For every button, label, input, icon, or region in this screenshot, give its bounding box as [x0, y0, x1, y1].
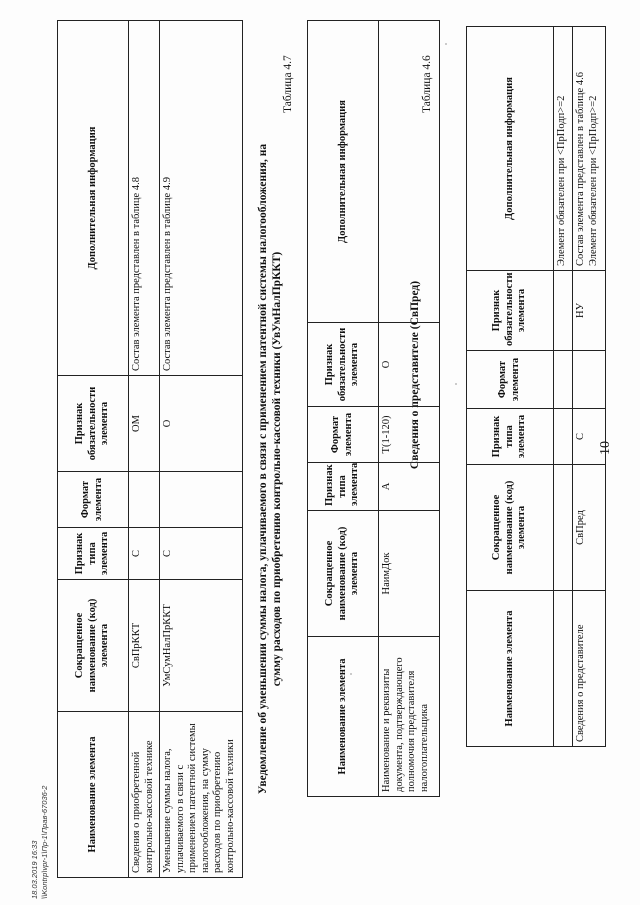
- table-4-5: [466, 26, 606, 747]
- header-cell: Признак обязательности элемента: [308, 323, 379, 407]
- table-label: Таблица 4.6: [421, 55, 433, 113]
- cell: [554, 465, 573, 591]
- scan-stamp-path: \\Kontrp\vpr-1\Пр-1\Прав-67036-2: [39, 785, 49, 899]
- cell: О: [379, 323, 440, 407]
- scan-stamp: [30, 786, 50, 899]
- cell: Элемент обязателен при <ПрПодп>=2: [554, 27, 573, 271]
- cell: [554, 351, 573, 409]
- header-cell: Формат элемента: [467, 351, 554, 409]
- header-cell: Наименование элемента: [308, 637, 379, 797]
- cell: С: [160, 528, 243, 580]
- header-cell: Признак типа элемента: [58, 528, 129, 580]
- header-cell: Признак типа элемента: [467, 409, 554, 465]
- table-header-row: [58, 21, 129, 878]
- header-cell: Наименование элемента: [58, 712, 129, 878]
- cell: Состав элемента представлен в таблице 4.8: [129, 21, 160, 376]
- page-number: 10: [598, 441, 613, 455]
- header-cell: Признак типа элемента: [308, 463, 379, 511]
- header-cell: Дополнительная информация: [467, 27, 554, 271]
- scan-stamp-date: 18.03.2019 16:33: [30, 840, 39, 899]
- table-row: [129, 21, 160, 878]
- cell: Сведения о представителе: [573, 591, 606, 747]
- table-header-row: [308, 21, 379, 797]
- scan-speck: [455, 383, 457, 385]
- cell: [160, 472, 243, 528]
- cell: С: [129, 528, 160, 580]
- table-header-row: [467, 27, 554, 747]
- cell: А: [379, 463, 440, 511]
- table-row: [379, 21, 440, 797]
- cell: Состав элемента представлен в таблице 4.9: [160, 21, 243, 376]
- scan-speck: [350, 673, 352, 675]
- table-title: Уведомление об уменьшении суммы налога, уплачиваемого в связи с применением патентной системы налогообложения, на сумму расходов по приобретению контрольно-кассовой техники (УвУмНалПрККТ): [257, 143, 284, 795]
- cell: УмСумНалПрККТ: [160, 580, 243, 712]
- header-cell: Наименование элемента: [467, 591, 554, 747]
- cell: С: [573, 409, 606, 465]
- cell: НУ: [573, 271, 606, 351]
- table-4-6: [307, 20, 440, 797]
- table-4-7: [57, 20, 243, 878]
- table-row: [554, 27, 573, 747]
- header-cell: Признак обязательности элемента: [467, 271, 554, 351]
- header-cell: Дополнительная информация: [58, 21, 129, 376]
- header-cell: Сокращенное наименование (код) элемента: [58, 580, 129, 712]
- cell: Состав элемента представлен в таблице 4.6 Элемент обязателен при <ПрПодп>=2: [573, 27, 606, 271]
- header-cell: Дополнительная информация: [308, 21, 379, 323]
- cell: Сведения о приобретенной контрольно-кассовой технике: [129, 712, 160, 878]
- scan-speck: [445, 43, 447, 45]
- header-cell: Признак обязательности элемента: [58, 376, 129, 472]
- cell: [129, 472, 160, 528]
- cell: [379, 21, 440, 323]
- table-label: Таблица 4.7: [282, 55, 294, 113]
- cell: Уменьшение суммы налога, уплачиваемого в связи с применением патентной системы налогообложения, на сумму расходов по приобретению контрольно-кассовой техники: [160, 712, 243, 878]
- cell: [554, 591, 573, 747]
- table-title: Сведения о представителе (СвПред): [409, 280, 421, 470]
- cell: СвПрККТ: [129, 580, 160, 712]
- cell: Наименование и реквизиты документа, подтверждающего полномочия представителя налогоплательщика: [379, 637, 440, 797]
- header-cell: Формат элемента: [58, 472, 129, 528]
- cell: [573, 351, 606, 409]
- cell: [554, 271, 573, 351]
- cell: [554, 409, 573, 465]
- cell: T(1-120): [379, 407, 440, 463]
- cell: НаимДок: [379, 511, 440, 637]
- cell: СвПред: [573, 465, 606, 591]
- header-cell: Сокращенное наименование (код) элемента: [308, 511, 379, 637]
- table-row: [160, 21, 243, 878]
- header-cell: Сокращенное наименование (код) элемента: [467, 465, 554, 591]
- header-cell: Формат элемента: [308, 407, 379, 463]
- cell: ОМ: [129, 376, 160, 472]
- table-row: [573, 27, 606, 747]
- cell: О: [160, 376, 243, 472]
